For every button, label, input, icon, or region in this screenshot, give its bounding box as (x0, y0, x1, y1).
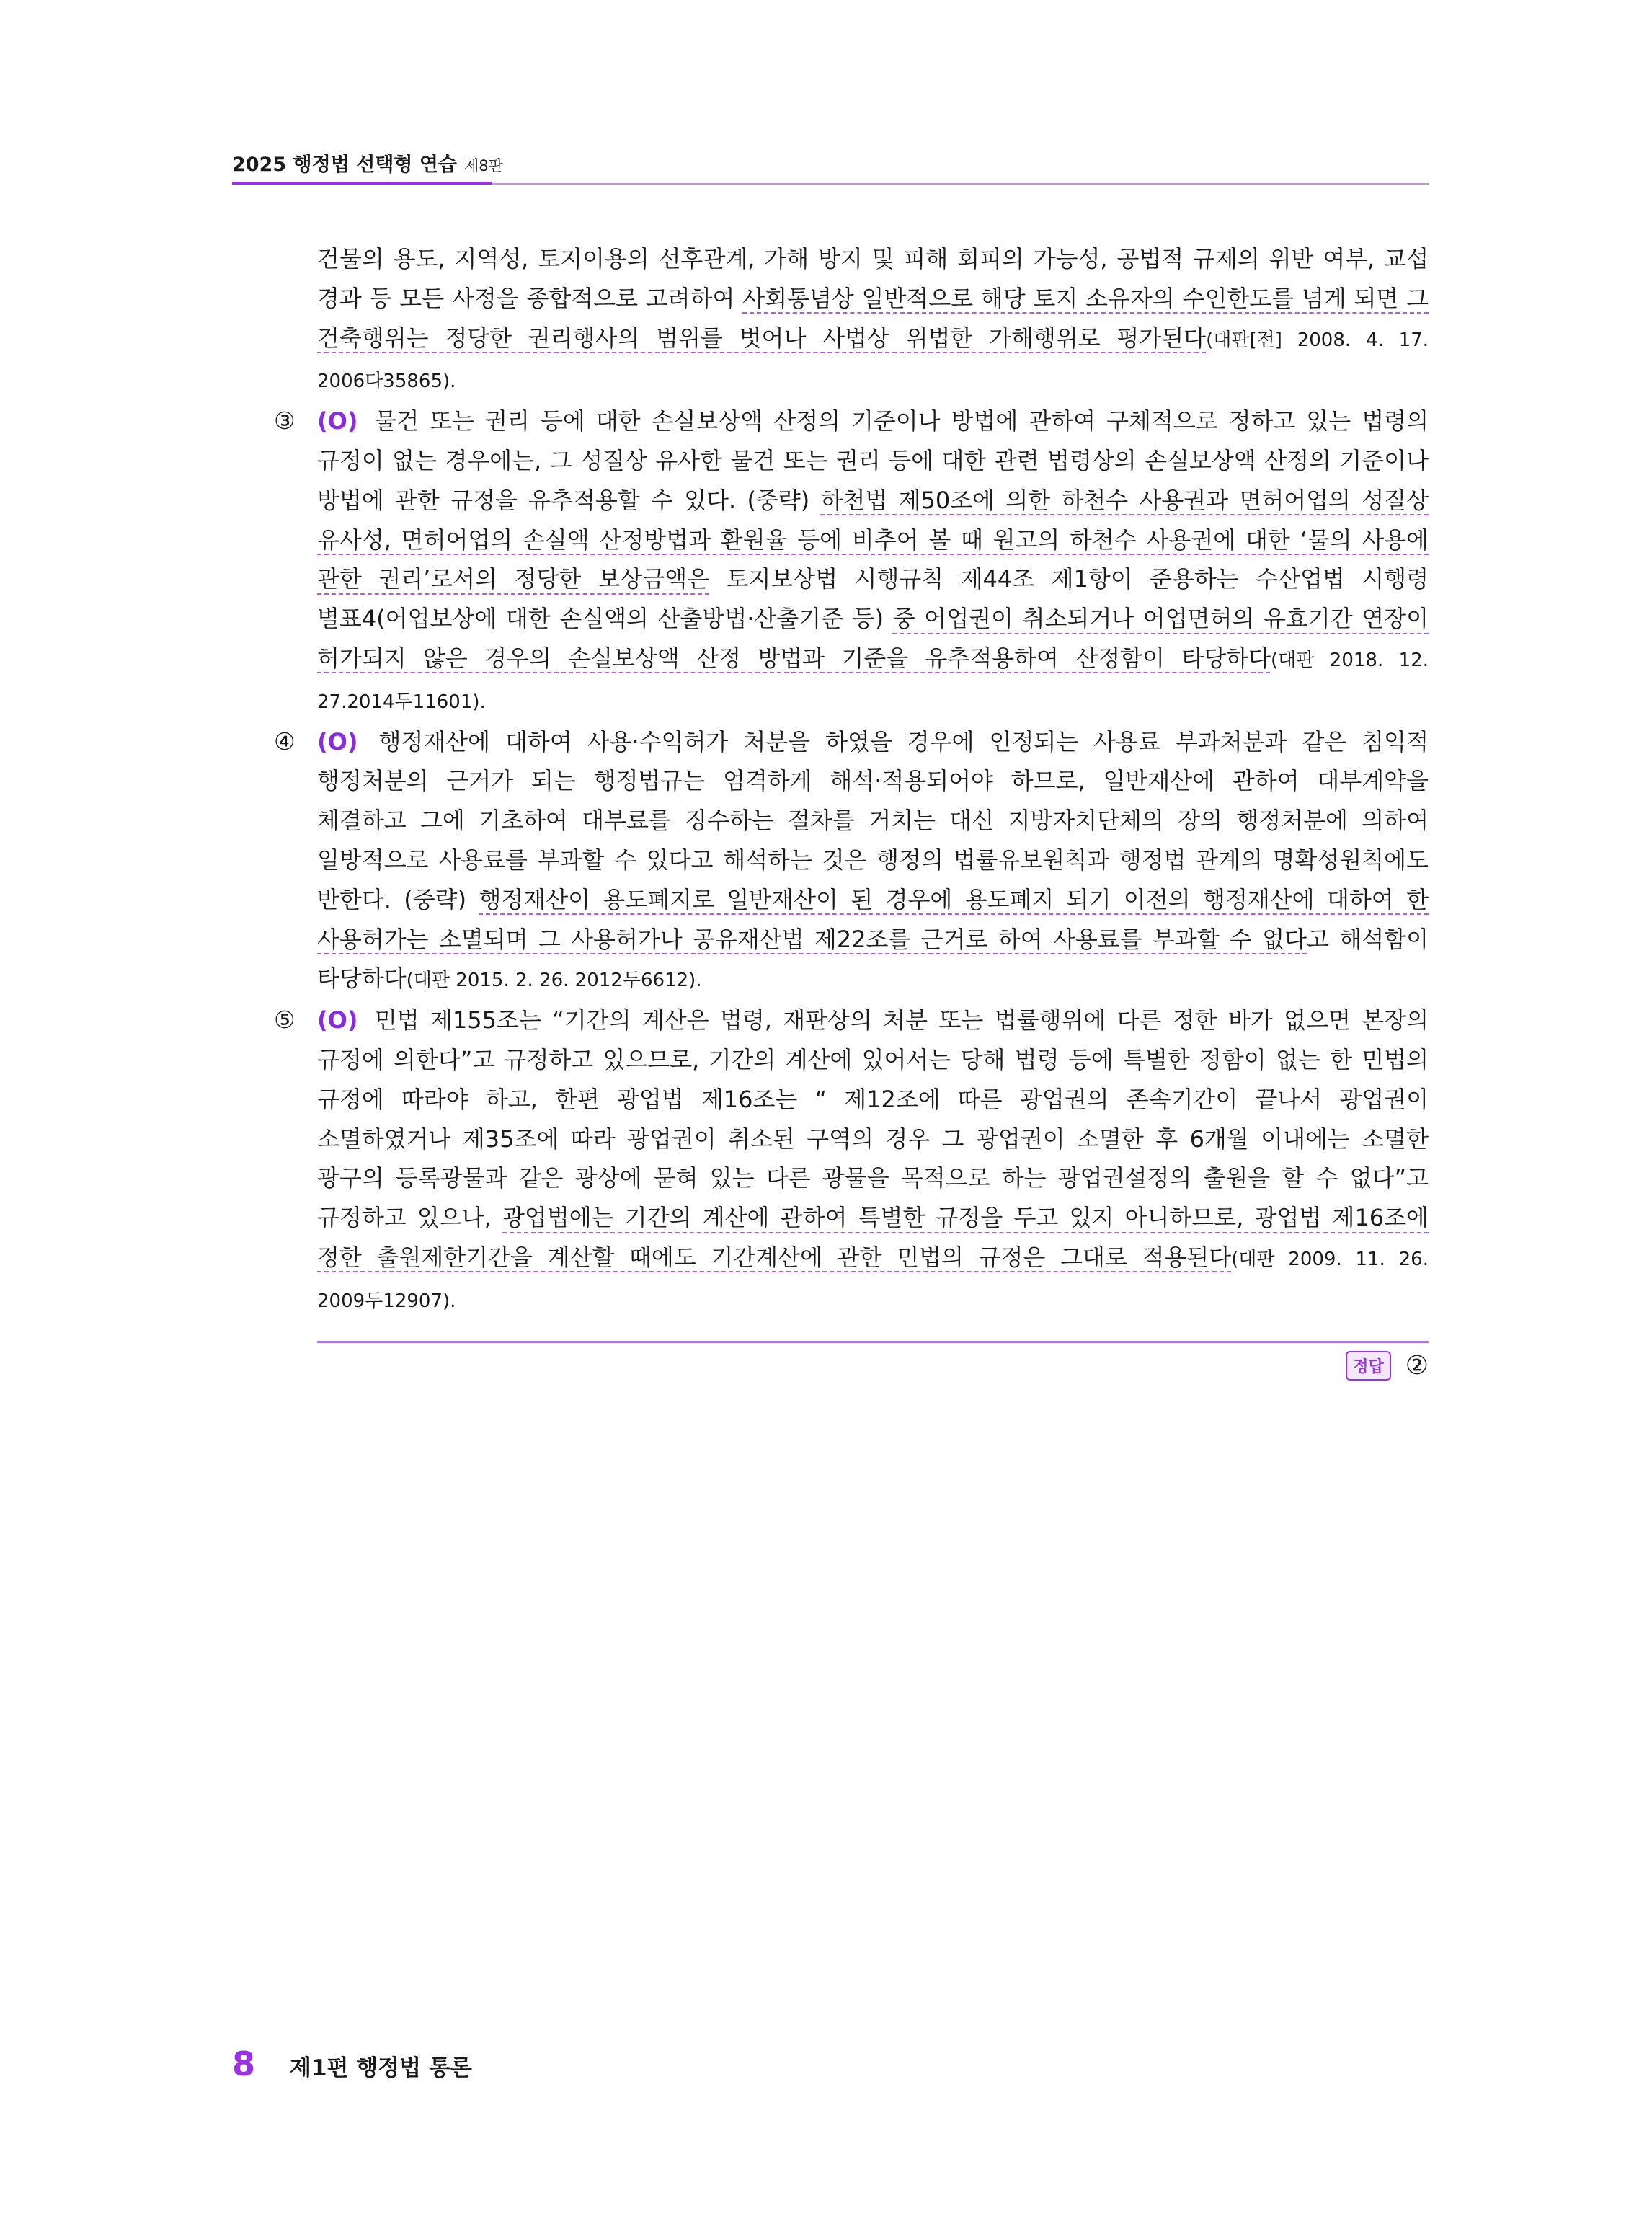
case-citation: (대판 2009. 11. 26. 2009두12907). (317, 1248, 1429, 1312)
answer-mark: (O) (317, 727, 358, 755)
emphasized-text: 행정재산이 용도폐지로 일반재산이 된 경우에 용도폐지 되기 이전의 행정재산에 대하여 한 사용허가는 소멸되며 그 사용허가나 공유재산법 제22조를 근거로 하여 사용료를 부과할 수 없다 (317, 885, 1429, 953)
header-rule (492, 183, 1429, 185)
book-title (232, 149, 503, 177)
answer-badge: 정답 (1346, 1351, 1391, 1381)
emphasized-text: 사회통념상 일반적으로 해당 토지 소유자의 수인한도를 넘게 되면 그 건축행위는 정당한 권리행사의 범위를 벗어나 사법상 위법한 가해행위로 평가된다 (317, 284, 1429, 352)
paragraph-continuation (317, 239, 1429, 402)
emphasized-text: 하천법 제50조에 의한 하천수 사용권과 면허어업의 성질상 유사성, 면허어업의 손실액 산정방법과 환원율 등에 비추어 볼 때 원고의 하천수 사용권에 대한 ‘물의 사용에 관한 권리’로서의 정당한 보상금액은 (317, 486, 1429, 593)
answer-mark: (O) (317, 407, 358, 435)
case-citation: (대판 2018. 12. 27.2014두11601). (317, 649, 1429, 713)
paragraph-text: 물건 또는 권리 등에 대한 손실보상액 산정의 기준이나 방법에 관하여 구체적으로 정하고 있는 법령의 규정이 없는 경우에는, 그 성질상 유사한 물건 또는 권리 등에 대한 관련 법령상의 손실보상액 산정의 기준이나 방법에 관한 규정을 유추적용할 수 있다. (중략) (317, 407, 1429, 514)
answer-box (1346, 1350, 1429, 1381)
emphasized-text: 광업법에는 기간의 계산에 관하여 특별한 규정을 두고 있지 아니하므로, 광업법 제16조에 정한 출원제한기간을 계산할 때에도 기간계산에 관한 민법의 규정은 그대로 적용된다 (317, 1204, 1429, 1271)
paragraph-text: 건물의 용도, 지역성, 토지이용의 선후관계, 가해 방지 및 피해 회피의 가능성, 공법적 규제의 위반 여부, 교섭 경과 등 모든 사정을 종합적으로 고려하여 (317, 245, 1429, 312)
answer-explanation-body (274, 239, 1429, 1321)
case-citation: (대판 2015. 2. 26. 2012두6612). (406, 970, 702, 992)
answer-value: ② (1405, 1350, 1429, 1381)
header-accent-rule (232, 182, 492, 185)
chapter-title: 제1편 행정법 통론 (290, 2055, 472, 2081)
explanation-item-5 (274, 1001, 1429, 1321)
page-number: 8 (232, 2044, 256, 2083)
paragraph-text: 행정재산에 대하여 사용·수익허가 처분을 하였을 경우에 인정되는 사용료 부과처분과 같은 침익적 행정처분의 근거가 되는 행정법규는 엄격하게 해석·적용되어야 하므로, 일반재산에 관하여 대부계약을 체결하고 그에 기초하여 대부료를 징수하는 절차를 거치는 대신 지방자치단체의 장의 행정처분에 의하여 일방적으로 사용료를 부과할 수 있다고 해석하는 것은 행정의 법률유보원칙과 행정법 관계의 명확성원칙에도 반한다. (중략) (317, 727, 1429, 913)
book-title-text: 2025 행정법 선택형 연습 (232, 154, 458, 176)
answer-mark: (O) (317, 1006, 358, 1034)
paragraph-text: 민법 제155조는 “기간의 계산은 법령, 재판상의 처분 또는 법률행위에 다른 정한 바가 없으면 본장의 규정에 의한다”고 규정하고 있으므로, 기간의 계산에 있어서는 당해 법령 등에 특별한 정함이 없는 한 민법의 규정에 따라야 하고, 한편 광업법 제16조는 “ 제12조에 따른 광업권의 존속기간이 끝나서 광업권이 소멸하였거나 제35조에 따라 광업권이 취소된 구역의 경우 그 광업권이 소멸한 후 6개월 이내에는 소멸한 광구의 등록광물과 같은 광상에 묻혀 있는 다른 광물을 목적으로 하는 광업권설정의 출원을 할 수 없다”고 규정하고 있으나, (317, 1006, 1429, 1232)
edition-label: 제8판 (464, 157, 503, 174)
page-footer (232, 2044, 472, 2083)
emphasized-text: 중 어업권이 취소되거나 어업면허의 유효기간 연장이 허가되지 않은 경우의 손실보상액 산정 방법과 기준을 유추적용하여 산정함이 타당하다 (317, 605, 1429, 672)
section-divider (317, 1341, 1429, 1343)
item-number-3: ③ (274, 407, 296, 435)
explanation-item-3 (274, 402, 1429, 722)
item-number-4: ④ (274, 727, 296, 755)
case-citation: (대판[전] 2008. 4. 17. 2006다35865). (317, 329, 1429, 393)
paragraph-text: 고 해석함이 타당하다 (317, 925, 1429, 993)
paragraph-text: 토지보상법 시행규칙 제44조 제1항이 준용하는 수산업법 시행령 별표4(어업보상에 대한 손실액의 산출방법·산출기준 등) (317, 565, 1429, 633)
page-header (232, 149, 1429, 185)
item-number-5: ⑤ (274, 1006, 296, 1034)
explanation-item-4 (274, 722, 1429, 1001)
